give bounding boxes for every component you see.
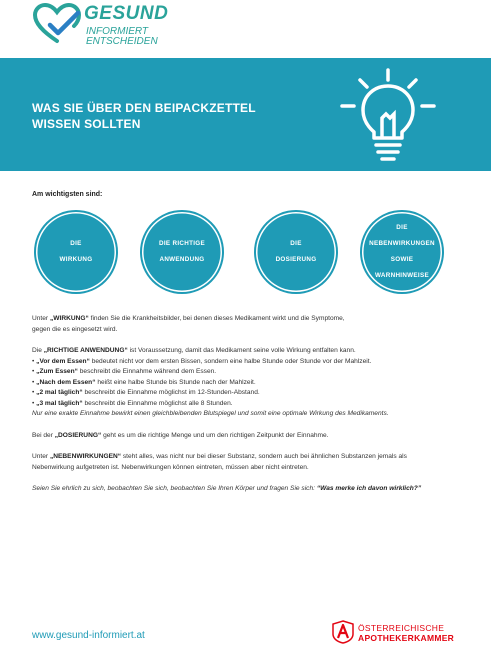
list-item: • „2 mal täglich“ beschreibt die Einnahme möglichst im 12-Stunden-Abstand.	[32, 389, 260, 396]
term: „NEBENWIRKUNGEN“	[49, 453, 122, 460]
list-item: • „Nach dem Essen“ heißt eine halbe Stunde bis Stunde nach der Mahlzeit.	[32, 378, 256, 386]
intro-heading: Am wichtigsten sind:	[32, 191, 103, 198]
text: beschreibt die Einnahme während dem Essen.	[77, 368, 217, 375]
logo-brand: GESUND	[84, 3, 169, 24]
list-item: • „Zum Essen“ beschreibt die Einnahme während dem Essen.	[32, 368, 217, 375]
paragraph-anwendung	[32, 346, 462, 420]
circle-text: WIRKUNG	[59, 256, 93, 263]
text: geht es um die richtige Menge und um den richtigen Zeitpunkt der Einnahme.	[101, 431, 329, 439]
term: „Vor dem Essen“	[36, 357, 90, 365]
term: „DOSIERUNG“	[54, 431, 102, 439]
website-link[interactable]: www.gesund-informiert.at	[32, 630, 145, 641]
pharmacy-a-icon	[332, 620, 354, 644]
paragraph-wirkung	[32, 314, 462, 335]
term: „Nach dem Essen“	[36, 378, 96, 386]
text: Unter	[32, 315, 50, 322]
circle-dosierung	[256, 212, 336, 292]
term: „Zum Essen“	[36, 368, 78, 375]
circle-text: DIE	[70, 240, 82, 247]
term: „2 mal täglich“	[36, 389, 83, 396]
circle-text: DIE	[396, 224, 408, 231]
circle-text: DIE	[290, 240, 302, 247]
heart-check-icon	[32, 3, 82, 45]
note: Nur eine exakte Einnahme bewirkt einen gleichbleibenden Blutspiegel und somit eine optimale Wirkung des Medikaments.	[32, 410, 389, 417]
org-line2: APOTHEKERKAMMER	[358, 633, 455, 643]
circle-nebenwirkungen	[362, 212, 442, 292]
text: bedeutet nicht vor dem ersten Bissen, sondern eine halbe Stunde oder Stunde vor der Mahlzeit.	[89, 357, 372, 365]
text: gegen die es eingesetzt wird.	[32, 325, 118, 333]
text: steht alles, was nicht nur bei dieser Substanz, sondern auch bei ähnlichen Substanzen jemals als	[121, 453, 407, 460]
text: Seien Sie ehrlich zu sich, beobachten Sie sich, beobachten Sie Ihren Körper und fragen Sie sich:	[32, 485, 317, 492]
text: ist Voraussetzung, damit das Medikament seine volle Wirkung entfalten kann.	[127, 347, 356, 354]
logo-line2: ENTSCHEIDEN	[86, 36, 158, 47]
title-line1: WAS SIE ÜBER DEN BEIPACKZETTEL	[32, 101, 256, 115]
apothekerkammer-logo	[332, 620, 472, 646]
term: „WIRKUNG“	[49, 315, 89, 322]
text: beschreibt die Einnahme möglichst alle 8 Stunden.	[82, 399, 233, 407]
body-text	[32, 314, 462, 506]
header-banner	[0, 58, 491, 171]
text: finden Sie die Krankheitsbilder, bei denen dieses Medikament wirkt und die Symptome,	[88, 315, 345, 322]
text: Bei der	[32, 431, 55, 439]
org-line1: ÖSTERREICHISCHE	[358, 623, 445, 633]
term: „RICHTIGE ANWENDUNG“	[43, 347, 128, 354]
gesund-logo	[32, 3, 212, 51]
paragraph-closing	[32, 484, 462, 495]
key-points	[32, 212, 472, 294]
quote: “Was merke ich davon wirklich?”	[316, 485, 422, 492]
circle-text: DOSIERUNG	[275, 256, 317, 263]
circle-anwendung	[142, 212, 222, 292]
text: Unter	[32, 453, 50, 460]
list-item: • „3 mal täglich“ beschreibt die Einnahme möglichst alle 8 Stunden.	[32, 399, 233, 407]
circle-wirkung	[36, 212, 116, 292]
text: heißt eine halbe Stunde bis Stunde nach der Mahlzeit.	[95, 378, 256, 386]
circle-text: NEBENWIRKUNGEN	[369, 240, 435, 247]
circle-text: SOWIE	[390, 256, 414, 263]
circle-text: ANWENDUNG	[159, 256, 205, 263]
circle-text: WARNHINWEISE	[375, 272, 429, 279]
title-line2: WISSEN SOLLTEN	[32, 117, 141, 131]
term: „3 mal täglich“	[36, 399, 83, 407]
text: Die	[32, 347, 44, 354]
paragraph-dosierung	[32, 431, 462, 442]
paragraph-nebenwirkungen	[32, 452, 462, 473]
text: Nebenwirkung aufgetreten ist. Nebenwirkungen können eintreten, müssen aber nicht eintreten.	[32, 463, 309, 471]
text: beschreibt die Einnahme möglichst im 12-Stunden-Abstand.	[82, 389, 260, 396]
logo-line1: INFORMIERT	[86, 26, 149, 37]
page-title	[32, 100, 256, 132]
lightbulb-icon	[338, 68, 438, 164]
list-item: • „Vor dem Essen“ bedeutet nicht vor dem ersten Bissen, sondern eine halbe Stunde oder Stunde vor der Mahlzeit.	[32, 357, 372, 365]
circle-text: DIE RICHTIGE	[159, 240, 205, 247]
